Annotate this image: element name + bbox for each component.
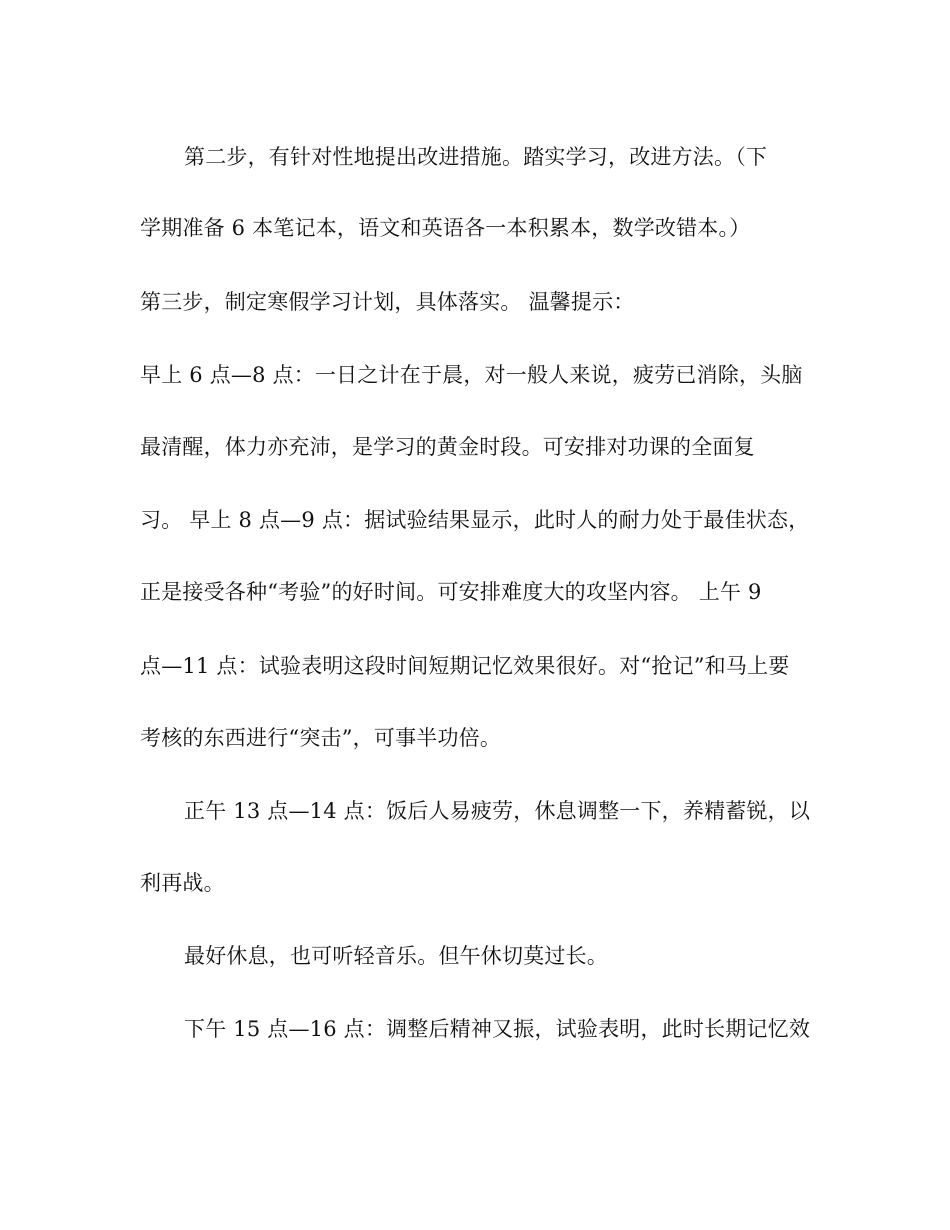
paragraph-line: 下午 15 点—16 点：调整后精神又振，试验表明，此时长期记忆效 [184, 1017, 811, 1041]
paragraph-line: 早上 6 点—8 点：一日之计在于晨，对一般人来说，疲劳已消除，头脑 [140, 363, 803, 387]
paragraph-line: 点—11 点：试验表明这段时间短期记忆效果很好。对“抢记”和马上要 [140, 654, 790, 678]
paragraph-line: 最好休息，也可听轻音乐。但午休切莫过长。 [184, 944, 608, 968]
paragraph-line: 第三步，制定寒假学习计划，具体落实。 温馨提示： [140, 290, 635, 314]
paragraph-line: 第二步，有针对性地提出改进措施。踏实学习，改进方法。（下 [184, 145, 768, 169]
paragraph-line: 考核的东西进行“突击”，可事半功倍。 [140, 726, 502, 750]
paragraph-line: 正午 13 点—14 点：饭后人易疲劳，休息调整一下，养精蓄锐，以 [184, 799, 811, 823]
paragraph-line: 利再战。 [140, 871, 225, 895]
paragraph-line: 最清醒，体力亦充沛，是学习的黄金时段。可安排对功课的全面复 [140, 435, 755, 459]
paragraph-line: 正是接受各种“考验”的好时间。可安排难度大的攻坚内容。 上午 9 [140, 580, 762, 604]
paragraph-line: 学期准备 6 本笔记本，语文和英语各一本积累本，数学改错本。） [140, 216, 751, 240]
paragraph-line: 习。 早上 8 点—9 点：据试验结果显示，此时人的耐力处于最佳状态， [140, 508, 810, 532]
